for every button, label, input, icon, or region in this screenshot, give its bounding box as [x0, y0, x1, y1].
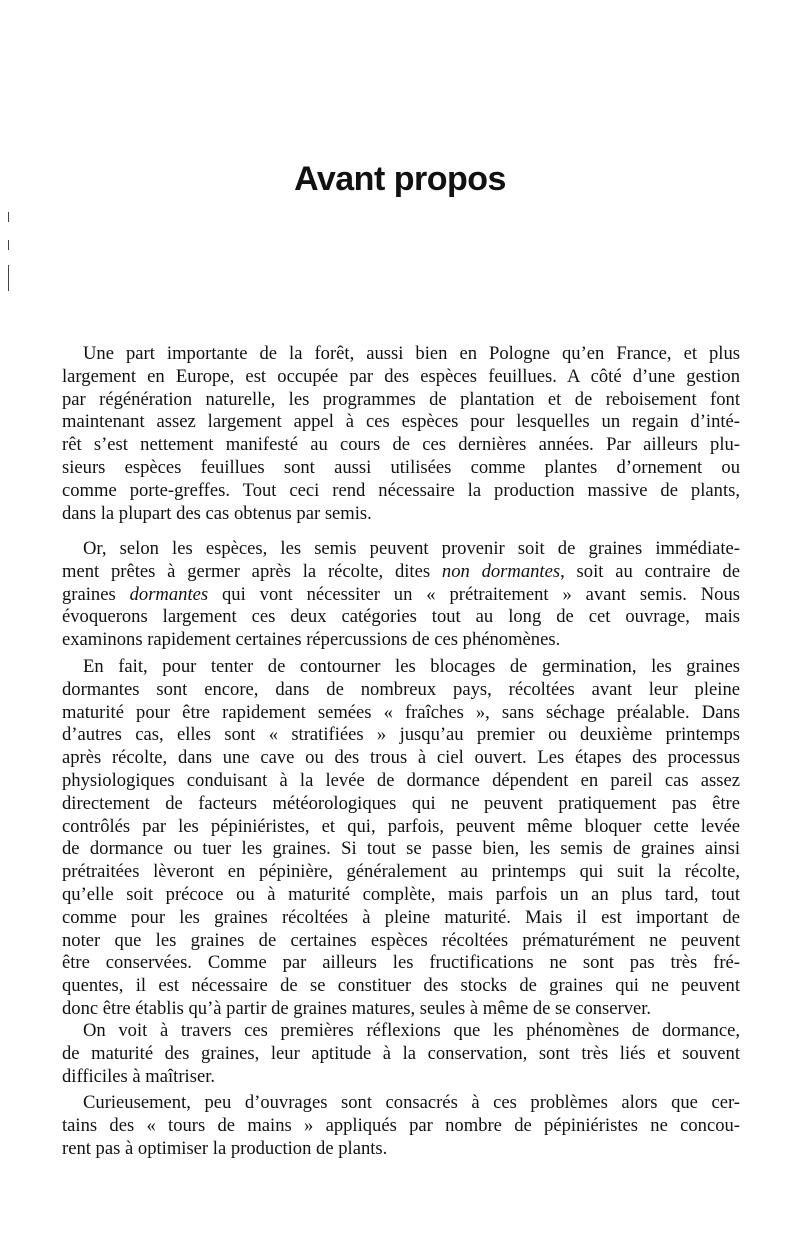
paragraph: [62, 1092, 740, 1160]
margin-mark: [8, 212, 9, 222]
text-line: contrôlés par les pépiniéristes, et qui, parfois, peuvent même bloquer cette levée: [62, 815, 740, 837]
margin-mark: [8, 240, 9, 250]
text-line: prétraitées lèveront en pépinière, généralement au printemps qui suit la récolte,: [62, 861, 740, 883]
text-line: comme porte-greffes. Tout ceci rend nécessaire la production massive de plants,: [62, 479, 740, 501]
text-segment: qui vont nécessiter un « prétraitement » avant semis. Nous: [208, 583, 740, 605]
text-line: physiologiques conduisant à la levée de dormance dépendent en pareil cas assez: [62, 769, 740, 791]
text-line: après récolte, dans une cave ou des trous à ciel ouvert. Les étapes des processus: [62, 747, 740, 769]
text-line: [62, 561, 740, 584]
text-line: sieurs espèces feuillues sont aussi utilisées comme plantes d’ornement ou: [62, 456, 740, 478]
paragraph: [62, 656, 740, 1021]
text-line: Curieusement, peu d’ouvrages sont consacrés à ces problèmes alors que cer-: [83, 1092, 740, 1113]
text-line: dans la plupart des cas obtenus par semis.: [62, 502, 372, 524]
italic-term: non dormantes: [441, 560, 561, 582]
text-line: dormantes sont encore, dans de nombreux pays, récoltées avant leur pleine: [62, 678, 740, 700]
text-segment: graines: [62, 583, 130, 605]
text-line: être conservées. Comme par ailleurs les fructifications ne sont pas très fré-: [62, 952, 740, 974]
text-line: On voit à travers ces premières réflexions que les phénomènes de dormance,: [83, 1020, 740, 1041]
text-line: tains des « tours de mains » appliqués par nombre de pépiniéristes ne concou-: [62, 1114, 740, 1136]
paragraph: [62, 1020, 740, 1088]
text-line: maturité pour être rapidement semées « fraîches », sans séchage préalable. Dans: [62, 701, 740, 723]
text-line: d’autres cas, elles sont « stratifiées » jusqu’au premier ou deuxième printemps: [62, 724, 740, 746]
text-line: donc être établis qu’à partir de graines matures, seules à même de se conserver.: [62, 997, 652, 1019]
text-line: quentes, il est nécessaire de se constituer des stocks de graines qui ne peuvent: [62, 975, 740, 997]
text-line: difficiles à maîtriser.: [62, 1065, 216, 1087]
italic-term: dormantes: [129, 583, 209, 605]
text-segment: , soit au contraire de: [560, 560, 740, 582]
text-line: En fait, pour tenter de contourner les blocages de germination, les graines: [83, 656, 740, 677]
margin-mark: [8, 265, 9, 291]
text-line: noter que les graines de certaines espèces récoltées prématurément ne peuvent: [62, 929, 740, 951]
text-line: Or, selon les espèces, les semis peuvent provenir soit de graines immédiate-: [83, 538, 740, 559]
text-line: qu’elle soit précoce ou à maturité complète, mais parfois un an plus tard, tout: [62, 883, 740, 905]
text-line: Une part importante de la forêt, aussi bien en Pologne qu’en France, et plus: [83, 343, 740, 364]
text-line: largement en Europe, est occupée par des espèces feuillues. A côté d’une gestion: [62, 365, 740, 387]
text-line: évoquerons largement ces deux catégories tout au long de cet ouvrage, mais: [62, 606, 740, 628]
text-segment: ment prêtes à germer après la récolte, dites: [62, 560, 442, 582]
text-line: rent pas à optimiser la production de plants.: [62, 1137, 388, 1159]
paragraph: [62, 538, 740, 652]
text-line: examinons rapidement certaines répercussions de ces phénomènes.: [62, 629, 561, 651]
text-line: directement de facteurs météorologiques qui ne peuvent pratiquement pas être: [62, 792, 740, 814]
text-line: de dormance ou tuer les graines. Si tout se passe bien, les semis de graines ainsi: [62, 838, 740, 860]
text-line: comme pour les graines récoltées à pleine maturité. Mais il est important de: [62, 906, 740, 928]
text-line: [62, 584, 740, 607]
text-line: de maturité des graines, leur aptitude à la conservation, sont très liés et souvent: [62, 1042, 740, 1064]
text-line: par régénération naturelle, les programmes de plantation et de reboisement font: [62, 388, 740, 410]
paragraph: [62, 343, 740, 525]
text-line: maintenant assez largement appel à ces espèces pour lesquelles un regain d’inté-: [62, 411, 740, 433]
page-title: Avant propos: [294, 160, 506, 198]
text-line: rêt s’est nettement manifesté au cours de ces dernières années. Par ailleurs plu-: [62, 434, 740, 456]
